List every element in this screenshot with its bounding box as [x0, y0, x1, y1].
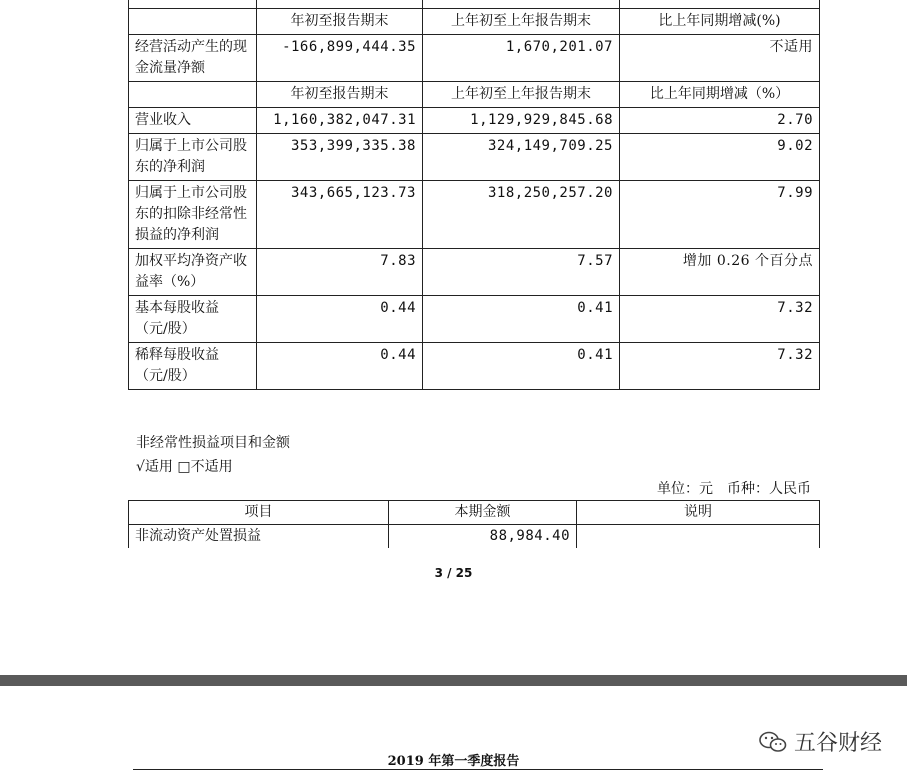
cell-value: 324,149,709.25	[423, 134, 620, 181]
cell-value: 318,250,257.20	[423, 181, 620, 249]
cell-value: 7.83	[257, 249, 423, 296]
column-header: 上年初至上年报告期末	[423, 82, 620, 108]
cell-value	[577, 525, 820, 549]
row-label: 非流动资产处置损益	[129, 525, 389, 549]
cell-value: 7.57	[423, 249, 620, 296]
table-row	[129, 296, 820, 343]
column-header: 项目	[129, 501, 389, 525]
unit-label: 单位：元 币种：人民币	[657, 481, 811, 497]
column-header: 说明	[577, 501, 820, 525]
cell-value: 增加 0.26 个百分点	[620, 249, 820, 296]
cell-value: 343,665,123.73	[257, 181, 423, 249]
cell-value: 7.99	[620, 181, 820, 249]
row-label: 经营活动产生的现金流量净额	[129, 35, 257, 82]
table-row	[129, 525, 820, 549]
footer-report-title: 2019 年第一季度报告	[387, 754, 520, 769]
cell-value: 7.32	[620, 296, 820, 343]
section-title: 非经常性损益项目和金额	[136, 435, 290, 451]
key-financial-table	[128, 0, 820, 390]
table-header-row	[129, 82, 820, 108]
cell-value: 0.44	[257, 296, 423, 343]
column-header: 年初至报告期末	[257, 9, 423, 35]
table-row	[129, 343, 820, 390]
cell-value: 1,160,382,047.31	[257, 108, 423, 134]
cell-value: 7.32	[620, 343, 820, 390]
column-header: 上年初至上年报告期末	[423, 9, 620, 35]
table-row	[129, 249, 820, 296]
cell-value: 353,399,335.38	[257, 134, 423, 181]
cell-value: -166,899,444.35	[257, 35, 423, 82]
applicable-checkbox-label: √适用 □不适用	[136, 459, 233, 475]
column-header: 本期金额	[389, 501, 577, 525]
table-row	[129, 134, 820, 181]
cell-value: 1,670,201.07	[423, 35, 620, 82]
table-row	[129, 0, 820, 9]
cell-value: 2.70	[620, 108, 820, 134]
page-number: 3 / 25	[434, 566, 473, 580]
footer-divider	[133, 769, 823, 770]
nonrecurring-table	[128, 500, 820, 548]
cell-value: 9.02	[620, 134, 820, 181]
row-label: 基本每股收益（元/股）	[129, 296, 257, 343]
cell-value: 88,984.40	[389, 525, 577, 549]
cell-value: 0.41	[423, 343, 620, 390]
column-header: 比上年同期增减(%)	[620, 9, 820, 35]
cell-value: 0.41	[423, 296, 620, 343]
watermark-text: 五谷财经	[794, 731, 883, 756]
table-row	[129, 35, 820, 82]
row-label: 稀释每股收益（元/股）	[129, 343, 257, 390]
row-label: 加权平均净资产收益率（%）	[129, 249, 257, 296]
column-header: 比上年同期增减（%）	[620, 82, 820, 108]
cell-value: 1,129,929,845.68	[423, 108, 620, 134]
column-header: 年初至报告期末	[257, 82, 423, 108]
cell-value: 0.44	[257, 343, 423, 390]
cell-value: 不适用	[620, 35, 820, 82]
row-label: 归属于上市公司股东的净利润	[129, 134, 257, 181]
row-label: 营业收入	[129, 108, 257, 134]
table-header-row	[129, 501, 820, 525]
table-row	[129, 181, 820, 249]
page-separator	[0, 675, 907, 686]
table-header-row	[129, 9, 820, 35]
row-label: 归属于上市公司股东的扣除非经常性损益的净利润	[129, 181, 257, 249]
table-row	[129, 108, 820, 134]
